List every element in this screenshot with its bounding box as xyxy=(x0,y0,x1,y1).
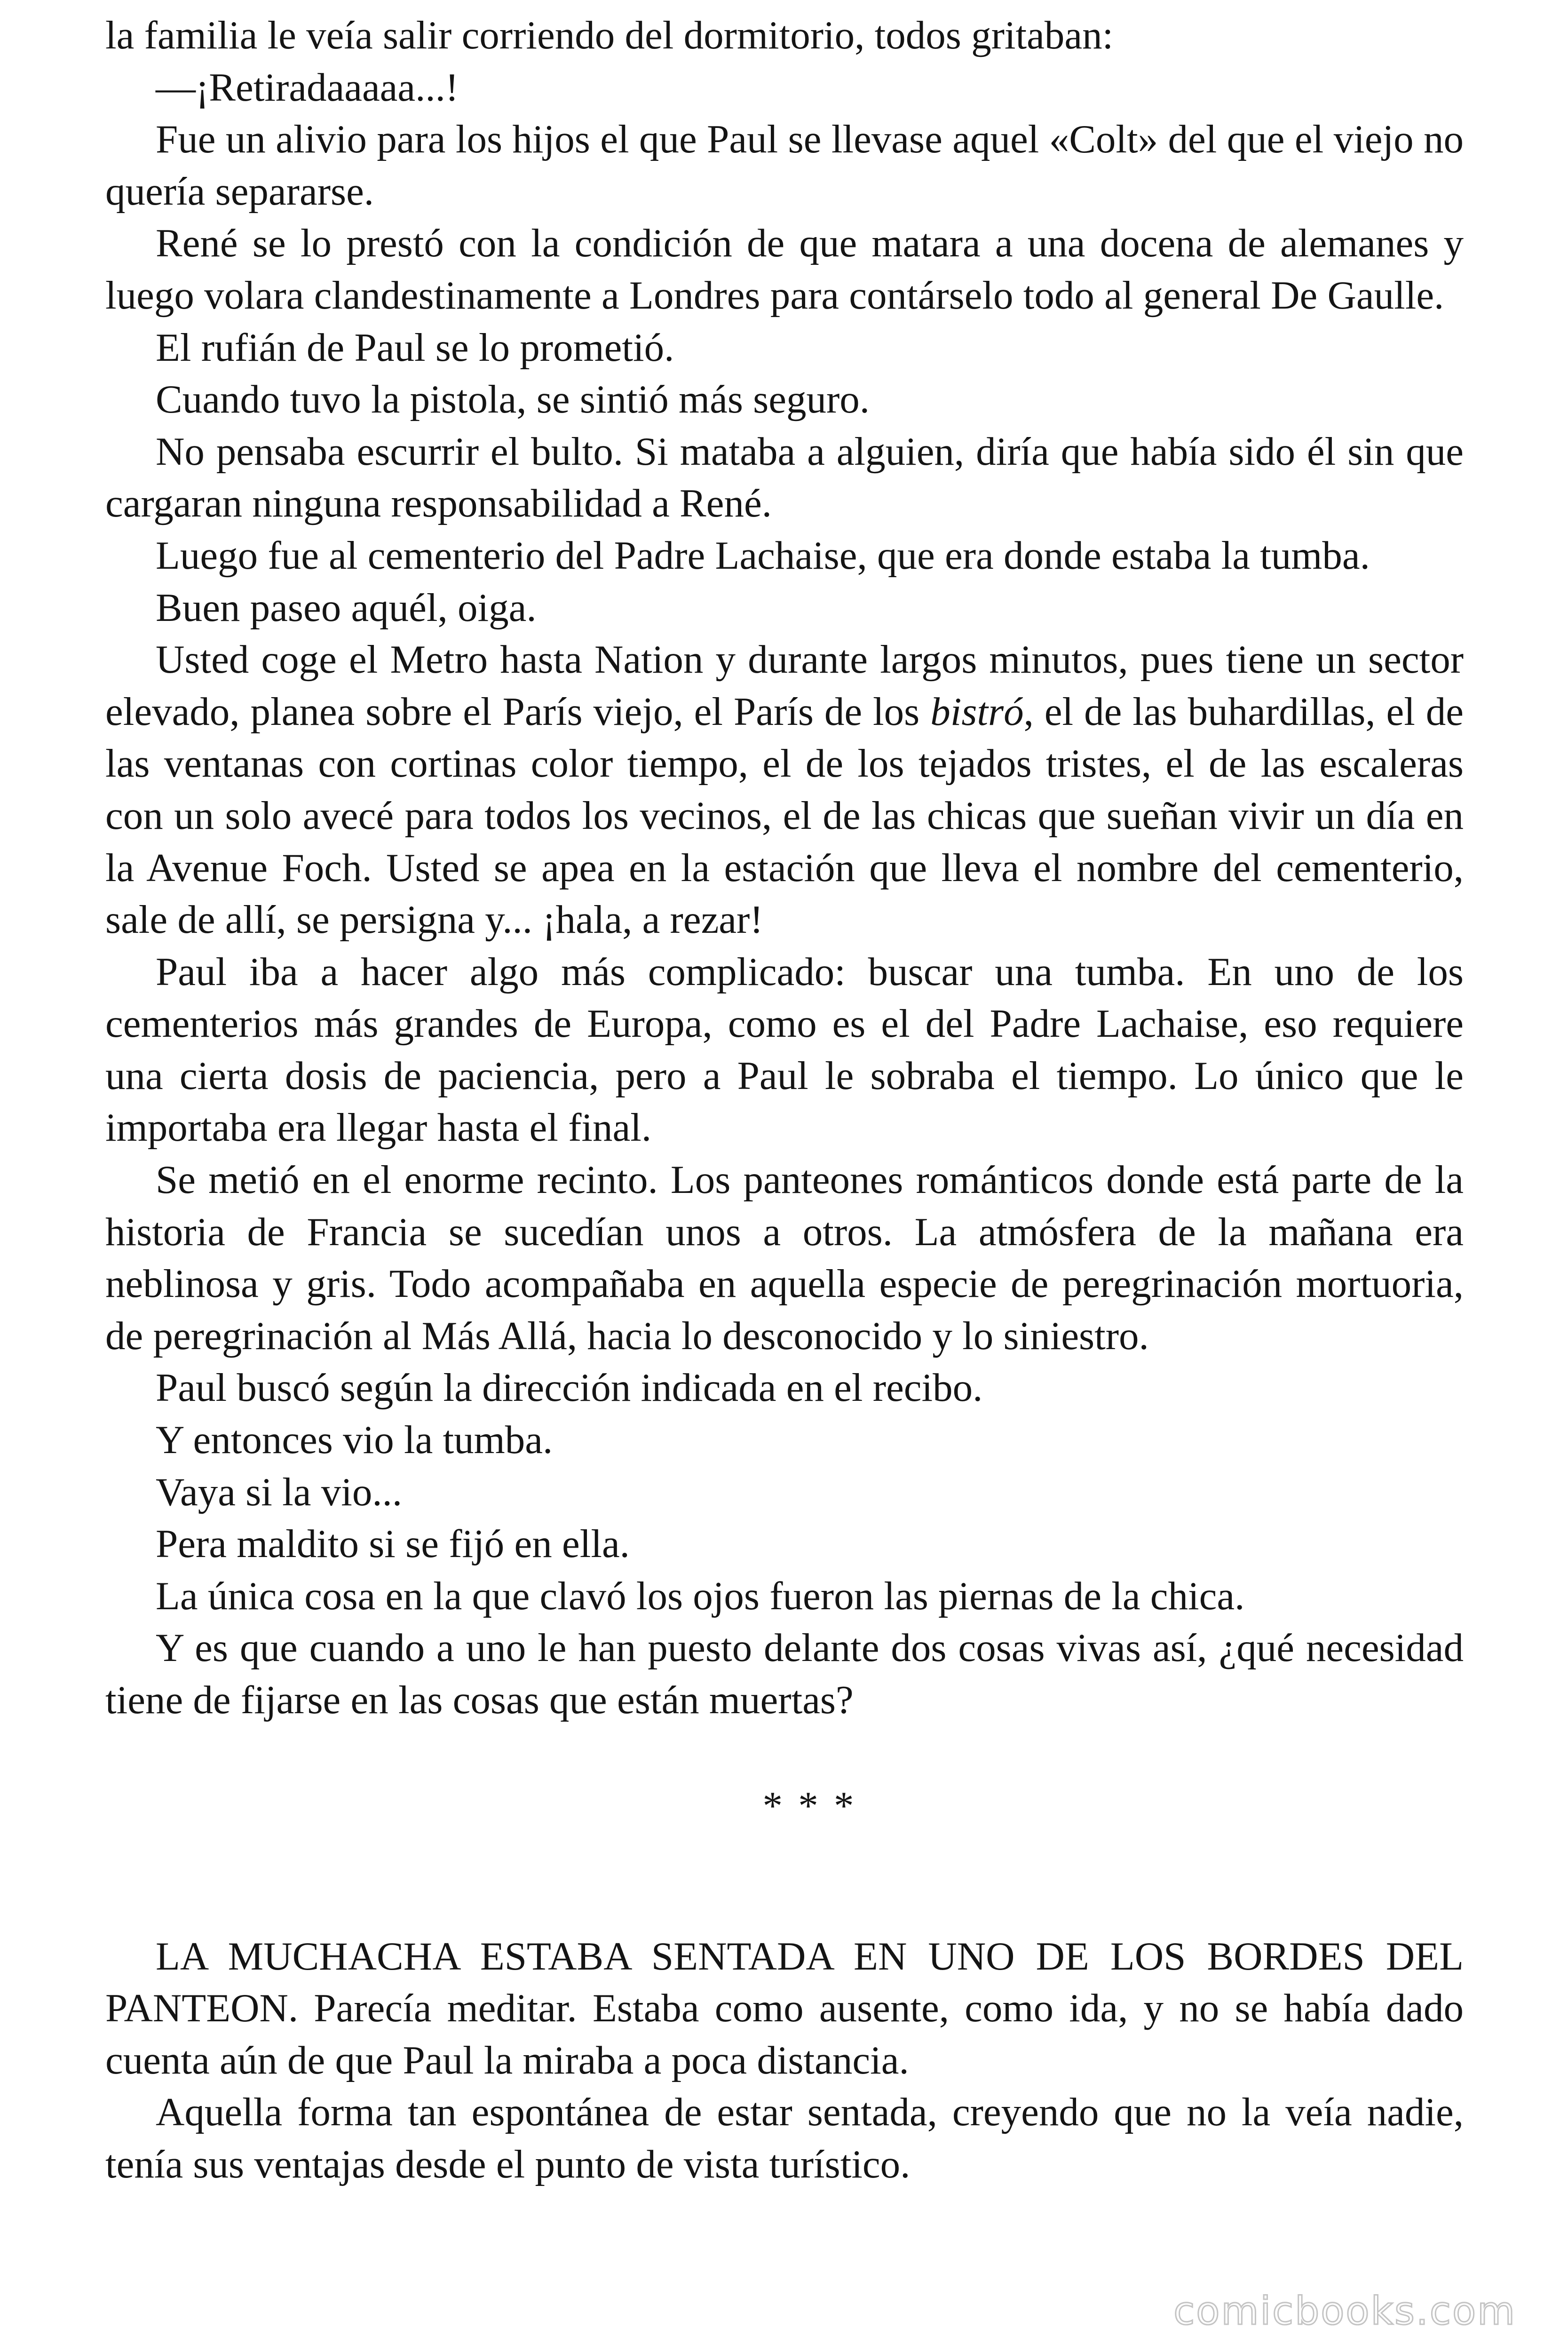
paragraph: Se metió en el enorme recinto. Los panteones románticos donde está parte de la historia de Francia se sucedían unos a otros. La atmósfera de la mañana era neblinosa y gris. Todo acompañaba en aquella especie de peregrinación mortuoria, de peregrinación al Más Allá, hacia lo desconocido y lo siniestro. xyxy=(105,1158,1464,1358)
paragraph: René se lo prestó con la condición de que matara a una docena de alemanes y luego volara clandestinamente a Londres para contárselo todo al general De Gaulle. xyxy=(105,221,1464,318)
paragraph: Vaya si la vio... xyxy=(156,1470,403,1514)
paragraph: Luego fue al cementerio del Padre Lachaise, que era donde estaba la tumba. xyxy=(156,533,1370,578)
paragraph: la familia le veía salir corriendo del dormitorio, todos gritaban: xyxy=(105,13,1114,57)
paragraph: No pensaba escurrir el bulto. Si mataba a alguien, diría que había sido él sin que cargaran ninguna responsabilidad a René. xyxy=(105,429,1464,526)
paragraph: Y entonces vio la tumba. xyxy=(156,1418,553,1462)
section-separator: * * * xyxy=(762,1783,857,1828)
paragraph: —¡Retiradaaaaa...! xyxy=(156,65,459,110)
paragraph: Y es que cuando a uno le han puesto delante dos cosas vivas así, ¿qué necesidad tiene de fijarse en las cosas que están muertas? xyxy=(105,1626,1464,1722)
italic-word: bistró xyxy=(930,689,1024,734)
paragraph xyxy=(105,634,1464,946)
paragraph: Aquella forma tan espontánea de estar sentada, creyendo que no la veía nadie, tenía sus ventajas desde el punto de vista turístico. xyxy=(105,2090,1464,2186)
book-page xyxy=(105,9,1464,2191)
paragraph: Fue un alivio para los hijos el que Paul se llevase aquel «Colt» del que el viejo no quería separarse. xyxy=(105,117,1464,214)
paragraph: Paul buscó según la dirección indicada en el recibo. xyxy=(156,1366,983,1410)
paragraph-text: Usted coge el Metro hasta Nation y durante largos minutos, pues tiene un sector elevado, planea sobre el París viejo, el París de los xyxy=(105,637,1464,734)
paragraph-text: , el de las buhardillas, el de las ventanas con cortinas color tiempo, el de los tejados tristes, el de las escaleras con un solo avecé para todos los vecinos, el de las chicas que sueñan vivir un día en la Avenue Foch. Usted se apea en la estación que lleva el nombre del cementerio, sale de allí, se persigna y... ¡hala, a rezar! xyxy=(105,689,1464,942)
paragraph: LA MUCHACHA ESTABA SENTADA EN UNO DE LOS BORDES DEL PANTEON. Parecía meditar. Estaba como ausente, como ida, y no se había dado cuenta aún de que Paul la miraba a poca distancia. xyxy=(105,1934,1464,2082)
paragraph: Pera maldito si se fijó en ella. xyxy=(156,1522,630,1566)
paragraph: Buen paseo aquél, oiga. xyxy=(156,585,537,630)
paragraph: Cuando tuvo la pistola, se sintió más seguro. xyxy=(156,377,870,422)
watermark: comicbooks.com xyxy=(1173,2289,1516,2334)
paragraph: La única cosa en la que clavó los ojos fueron las piernas de la chica. xyxy=(156,1573,1245,1618)
paragraph: El rufián de Paul se lo prometió. xyxy=(156,325,674,370)
paragraph: Paul iba a hacer algo más complicado: buscar una tumba. En uno de los cementerios más grandes de Europa, como es el del Padre Lachaise, eso requiere una cierta dosis de paciencia, pero a Paul le sobraba el tiempo. Lo único que le importaba era llegar hasta el final. xyxy=(105,949,1464,1150)
